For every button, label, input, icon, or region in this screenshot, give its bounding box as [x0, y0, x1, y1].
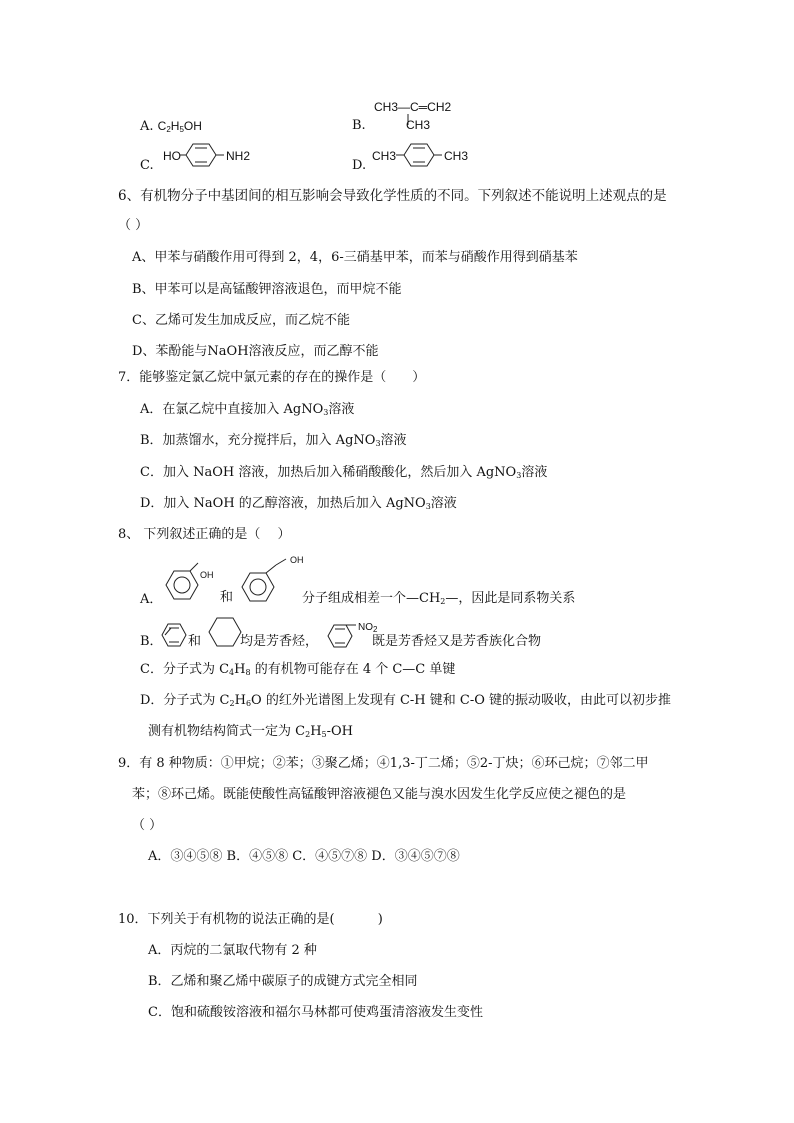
q5-b-formula-line1: CH3—C═CH2: [374, 100, 452, 114]
q7-option-c: C．加入 NaOH 溶液，加热后加入稀硝酸酸化，然后加入 AgNO$_3$溶液: [140, 465, 548, 480]
q6-option-c: C、乙烯可发生加成反应，而乙烷不能: [132, 313, 350, 328]
q5-b-label: B.: [352, 118, 366, 133]
q8-a-oh1: OH: [200, 570, 214, 580]
q8-stem: 8、 下列叙述正确的是（ ）: [118, 527, 291, 542]
q5-c-right-group: NH2: [226, 149, 251, 163]
q8-option-c: C．分子式为 $C_4H_8$ 的有机物可能存在 4 个 C—C 单键: [140, 662, 456, 677]
benzene-ring-icon: [396, 142, 448, 170]
q6-option-b: B、甲苯可以是高锰酸钾溶液退色，而甲烷不能: [132, 282, 402, 297]
q5-option-a: [140, 118, 202, 135]
q10-option-a: A．丙烷的二氯取代物有 2 种: [148, 943, 317, 958]
q5-d-right-group: CH3: [444, 149, 469, 163]
q9-stem-line1: 9．有 8 种物质：①甲烷；②苯；③聚乙烯；④1,3-丁二烯；⑤2-丁炔；⑥环己烷；⑦邻二甲: [118, 756, 649, 771]
q8-option-d-line1: D．分子式为 $C_2H_6O$ 的红外光谱图上发现有 C-H 键和 C-O 键的振动吸收，由此可以初步推: [140, 693, 672, 708]
q5-d-left-group: CH3: [372, 149, 397, 163]
benzene-ring-icon: [160, 621, 190, 649]
q7-stem: 7．能够鉴定氯乙烷中氯元素的存在的操作是（ ）: [118, 370, 426, 385]
benzene-ring-icon: [180, 142, 232, 170]
q8-option-d-line2: 测有机物结构简式一定为 $C_2H_5-OH$: [148, 724, 354, 739]
q6-stem: 6、有机物分子中基团间的相互影响会导致化学性质的不同。下列叙述不能说明上述观点的是: [118, 188, 667, 204]
q8-a-label: A．: [140, 592, 163, 607]
q5-c-label: C.: [140, 158, 154, 173]
q9-paren: （ ）: [132, 818, 163, 833]
q8-a-oh2: OH: [290, 555, 304, 565]
q6-option-d: D、苯酚能与NaOH溶液反应，而乙醇不能: [132, 344, 379, 359]
q8-b-text1: 均是芳香烃，: [240, 634, 319, 649]
q8-a-text: 分子组成相差一个$—CH_2—$，因此是同系物关系: [302, 591, 576, 606]
formula-ethanol: $C_2H_5OH$: [157, 119, 202, 134]
q8-b-nitro: $NO_2$: [358, 622, 378, 634]
q10-option-c: C．饱和硫酸铵溶液和福尔马林都可使鸡蛋清溶液发生变性: [148, 1005, 483, 1020]
q9-stem-line2: 苯；⑧环己烯。既能使酸性高锰酸钾溶液褪色又能与溴水因发生化学反应使之褪色的是: [132, 787, 627, 802]
q6-option-a: A、甲苯与硝酸作用可得到 2，4，6-三硝基甲苯，而苯与硝酸作用得到硝基苯: [132, 250, 578, 265]
q10-option-b: B．乙烯和聚乙烯中碳原子的成键方式完全相同: [148, 974, 418, 989]
q5-b-formula-line2: CH3: [406, 118, 431, 132]
q5-c-left-group: HO: [163, 149, 181, 163]
q5-d-label: D.: [352, 158, 367, 173]
q7-option-b: B．加蒸馏水，充分搅拌后，加入 AgNO$_3$溶液: [140, 433, 407, 448]
option-label: A.: [140, 119, 154, 134]
q8-b-and: 和: [188, 634, 202, 649]
q7-option-d: D．加入 NaOH 的乙醇溶液，加热后加入 AgNO$_3$溶液: [140, 496, 457, 511]
q6-paren: （ ）: [118, 218, 149, 233]
q10-stem: 10．下列关于有机物的说法正确的是( ): [118, 912, 383, 927]
q9-options: A．③④⑤⑧ B．④⑤⑧ C．④⑤⑦⑧ D．③④⑤⑦⑧: [148, 849, 460, 864]
q8-b-label: B．: [140, 634, 163, 649]
q7-option-a: A．在氯乙烷中直接加入 AgNO$_3$溶液: [140, 402, 355, 417]
q8-a-and: 和: [220, 590, 234, 605]
q8-b-text2: 既是芳香烃又是芳香族化合物: [372, 634, 542, 649]
